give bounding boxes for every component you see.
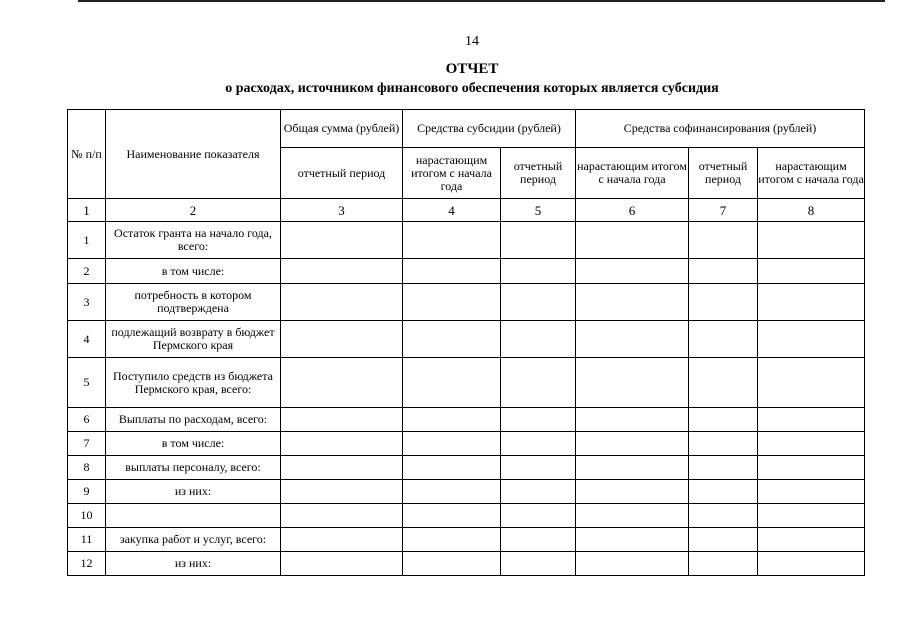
value-cell bbox=[758, 432, 865, 456]
row-number: 1 bbox=[68, 222, 106, 259]
value-cell bbox=[689, 284, 758, 321]
header-cofin-cumulative-2: нарастающим итогом с начала года bbox=[758, 148, 865, 199]
column-number: 7 bbox=[689, 199, 758, 222]
value-cell bbox=[501, 432, 576, 456]
value-cell bbox=[576, 456, 689, 480]
value-cell bbox=[758, 408, 865, 432]
value-cell bbox=[281, 259, 403, 284]
header-total-period: отчетный период bbox=[281, 148, 403, 199]
row-name: из них: bbox=[106, 480, 281, 504]
value-cell bbox=[758, 222, 865, 259]
column-number: 3 bbox=[281, 199, 403, 222]
page-number: 14 bbox=[465, 34, 479, 49]
header-subsidy-period: отчетный период bbox=[501, 148, 576, 199]
value-cell bbox=[403, 432, 501, 456]
row-name: Поступило средств из бюджета Пермского края, всего: bbox=[106, 358, 281, 408]
row-number: 8 bbox=[68, 456, 106, 480]
row-number: 9 bbox=[68, 480, 106, 504]
column-number-row bbox=[68, 199, 865, 222]
value-cell bbox=[281, 321, 403, 358]
value-cell bbox=[689, 504, 758, 528]
value-cell bbox=[689, 456, 758, 480]
value-cell bbox=[689, 358, 758, 408]
column-number: 4 bbox=[403, 199, 501, 222]
value-cell bbox=[576, 408, 689, 432]
value-cell bbox=[281, 358, 403, 408]
value-cell bbox=[403, 456, 501, 480]
header-name: Наименование показателя bbox=[106, 110, 281, 199]
value-cell bbox=[501, 358, 576, 408]
value-cell bbox=[403, 259, 501, 284]
row-name: из них: bbox=[106, 552, 281, 576]
value-cell bbox=[281, 504, 403, 528]
value-cell bbox=[281, 552, 403, 576]
table-row bbox=[68, 480, 865, 504]
value-cell bbox=[689, 432, 758, 456]
table-row bbox=[68, 456, 865, 480]
column-number: 5 bbox=[501, 199, 576, 222]
table-row bbox=[68, 321, 865, 358]
header-cofin-cumulative: нарастающим итогом с начала года bbox=[576, 148, 689, 199]
row-name bbox=[106, 504, 281, 528]
table-row bbox=[68, 504, 865, 528]
table-row bbox=[68, 259, 865, 284]
value-cell bbox=[501, 528, 576, 552]
value-cell bbox=[501, 259, 576, 284]
value-cell bbox=[758, 528, 865, 552]
row-number: 10 bbox=[68, 504, 106, 528]
row-name: закупка работ и услуг, всего: bbox=[106, 528, 281, 552]
value-cell bbox=[403, 408, 501, 432]
value-cell bbox=[403, 358, 501, 408]
value-cell bbox=[758, 456, 865, 480]
row-number: 3 bbox=[68, 284, 106, 321]
value-cell bbox=[576, 321, 689, 358]
value-cell bbox=[576, 222, 689, 259]
row-number: 5 bbox=[68, 358, 106, 408]
value-cell bbox=[689, 408, 758, 432]
column-number: 6 bbox=[576, 199, 689, 222]
value-cell bbox=[758, 284, 865, 321]
column-number: 2 bbox=[106, 199, 281, 222]
table-row bbox=[68, 284, 865, 321]
value-cell bbox=[576, 552, 689, 576]
header-subsidy-group: Средства субсидии (рублей) bbox=[403, 110, 576, 148]
report-title: ОТЧЕТ bbox=[445, 61, 499, 77]
value-cell bbox=[689, 480, 758, 504]
value-cell bbox=[501, 408, 576, 432]
value-cell bbox=[403, 222, 501, 259]
row-name: Остаток гранта на начало года, всего: bbox=[106, 222, 281, 259]
value-cell bbox=[281, 456, 403, 480]
value-cell bbox=[758, 358, 865, 408]
value-cell bbox=[758, 552, 865, 576]
row-name: в том числе: bbox=[106, 259, 281, 284]
value-cell bbox=[501, 321, 576, 358]
header-row-1 bbox=[68, 110, 865, 148]
report-table bbox=[67, 109, 865, 576]
column-number: 8 bbox=[758, 199, 865, 222]
value-cell bbox=[689, 552, 758, 576]
row-name: в том числе: bbox=[106, 432, 281, 456]
row-number: 12 bbox=[68, 552, 106, 576]
value-cell bbox=[501, 552, 576, 576]
value-cell bbox=[689, 222, 758, 259]
value-cell bbox=[281, 480, 403, 504]
value-cell bbox=[576, 358, 689, 408]
value-cell bbox=[758, 259, 865, 284]
table-row bbox=[68, 358, 865, 408]
row-number: 2 bbox=[68, 259, 106, 284]
value-cell bbox=[403, 284, 501, 321]
header-total-group: Общая сумма (рублей) bbox=[281, 110, 403, 148]
value-cell bbox=[403, 480, 501, 504]
row-number: 6 bbox=[68, 408, 106, 432]
value-cell bbox=[758, 504, 865, 528]
value-cell bbox=[501, 456, 576, 480]
value-cell bbox=[281, 432, 403, 456]
value-cell bbox=[576, 432, 689, 456]
value-cell bbox=[689, 528, 758, 552]
value-cell bbox=[403, 504, 501, 528]
value-cell bbox=[281, 408, 403, 432]
row-name: потребность в котором подтверждена bbox=[106, 284, 281, 321]
column-number: 1 bbox=[68, 199, 106, 222]
row-name: подлежащий возврату в бюджет Пермского края bbox=[106, 321, 281, 358]
value-cell bbox=[689, 321, 758, 358]
table-row bbox=[68, 528, 865, 552]
value-cell bbox=[501, 504, 576, 528]
value-cell bbox=[576, 528, 689, 552]
value-cell bbox=[501, 284, 576, 321]
value-cell bbox=[501, 222, 576, 259]
row-number: 7 bbox=[68, 432, 106, 456]
row-number: 11 bbox=[68, 528, 106, 552]
value-cell bbox=[403, 552, 501, 576]
table-row bbox=[68, 432, 865, 456]
header-cofin-period: отчетный период bbox=[689, 148, 758, 199]
header-num: № п/п bbox=[68, 110, 106, 199]
value-cell bbox=[501, 480, 576, 504]
value-cell bbox=[576, 259, 689, 284]
table-row bbox=[68, 408, 865, 432]
value-cell bbox=[281, 528, 403, 552]
row-name: выплаты персоналу, всего: bbox=[106, 456, 281, 480]
header-cofinancing-group: Средства софинансирования (рублей) bbox=[576, 110, 865, 148]
value-cell bbox=[576, 504, 689, 528]
row-name: Выплаты по расходам, всего: bbox=[106, 408, 281, 432]
value-cell bbox=[281, 222, 403, 259]
table-row bbox=[68, 552, 865, 576]
table-row bbox=[68, 222, 865, 259]
value-cell bbox=[576, 480, 689, 504]
value-cell bbox=[758, 321, 865, 358]
value-cell bbox=[758, 480, 865, 504]
top-border-line bbox=[78, 0, 885, 2]
value-cell bbox=[403, 528, 501, 552]
report-subtitle: о расходах, источником финансового обеспечения которых является субсидия bbox=[225, 81, 719, 96]
row-number: 4 bbox=[68, 321, 106, 358]
value-cell bbox=[403, 321, 501, 358]
value-cell bbox=[281, 284, 403, 321]
header-subsidy-cumulative: нарастающим итогом с начала года bbox=[403, 148, 501, 199]
value-cell bbox=[576, 284, 689, 321]
value-cell bbox=[689, 259, 758, 284]
